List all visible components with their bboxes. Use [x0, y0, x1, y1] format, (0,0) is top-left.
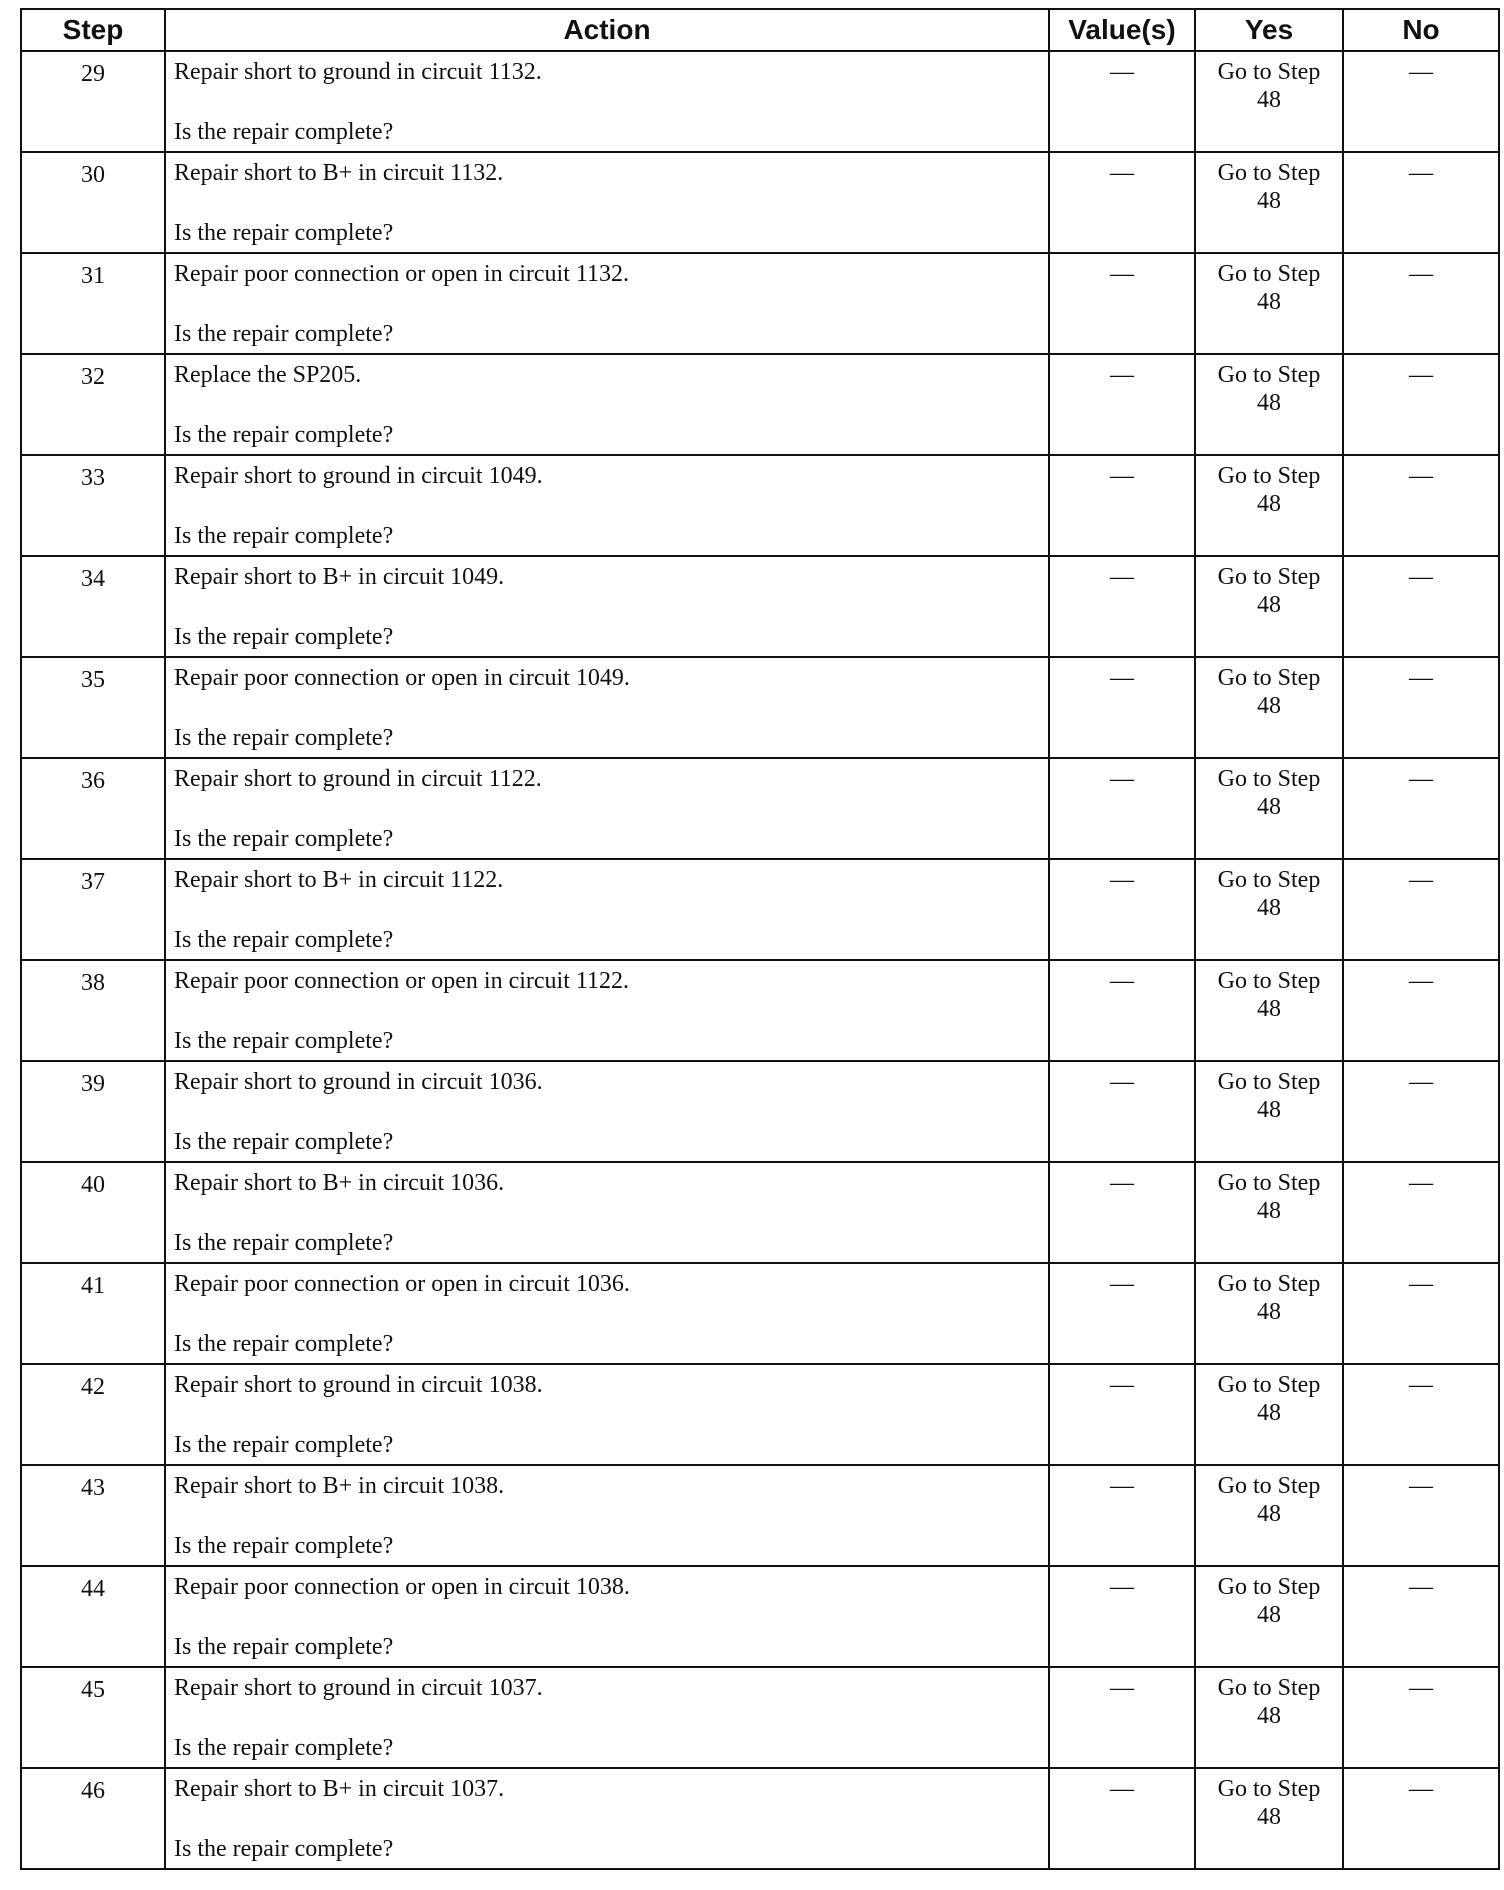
values-cell: —	[1049, 1364, 1195, 1465]
yes-cell	[1195, 1566, 1343, 1667]
yes-goto-text: Go to Step	[1217, 1069, 1321, 1095]
no-cell: —	[1343, 1667, 1499, 1768]
action-question: Is the repair complete?	[174, 1533, 394, 1559]
no-cell: —	[1343, 960, 1499, 1061]
yes-goto-step: 48	[1257, 87, 1281, 113]
no-cell: —	[1343, 1768, 1499, 1869]
action-text: Repair short to B+ in circuit 1122.	[174, 867, 504, 893]
values-cell: —	[1049, 1263, 1195, 1364]
step-number: 29	[21, 51, 165, 152]
yes-goto-text: Go to Step	[1217, 362, 1321, 388]
action-question: Is the repair complete?	[174, 624, 394, 650]
action-text: Repair short to B+ in circuit 1132.	[174, 160, 504, 186]
table-row	[21, 758, 1499, 859]
yes-goto-step: 48	[1257, 289, 1281, 315]
action-question: Is the repair complete?	[174, 523, 394, 549]
table-row	[21, 657, 1499, 758]
action-cell	[165, 960, 1049, 1061]
no-cell: —	[1343, 152, 1499, 253]
action-question: Is the repair complete?	[174, 1230, 394, 1256]
action-cell	[165, 1162, 1049, 1263]
no-cell: —	[1343, 354, 1499, 455]
action-question: Is the repair complete?	[174, 1028, 394, 1054]
table-row	[21, 455, 1499, 556]
table-row	[21, 152, 1499, 253]
action-cell	[165, 1667, 1049, 1768]
values-cell: —	[1049, 51, 1195, 152]
values-cell: —	[1049, 859, 1195, 960]
values-cell: —	[1049, 1162, 1195, 1263]
yes-goto-step: 48	[1257, 693, 1281, 719]
yes-goto-step: 48	[1257, 1501, 1281, 1527]
yes-goto-step: 48	[1257, 1097, 1281, 1123]
action-cell	[165, 253, 1049, 354]
step-number: 33	[21, 455, 165, 556]
yes-goto-text: Go to Step	[1217, 1776, 1321, 1802]
yes-cell	[1195, 1465, 1343, 1566]
header-step: Step	[21, 9, 165, 51]
yes-goto-text: Go to Step	[1217, 1271, 1321, 1297]
yes-cell	[1195, 1162, 1343, 1263]
values-cell: —	[1049, 455, 1195, 556]
action-cell	[165, 1364, 1049, 1465]
action-text: Replace the SP205.	[174, 362, 362, 388]
yes-goto-step: 48	[1257, 1198, 1281, 1224]
action-question: Is the repair complete?	[174, 927, 394, 953]
action-question: Is the repair complete?	[174, 1432, 394, 1458]
action-text: Repair poor connection or open in circuit 1038.	[174, 1574, 630, 1600]
table-header-row	[21, 9, 1499, 51]
no-cell: —	[1343, 455, 1499, 556]
yes-goto-text: Go to Step	[1217, 1372, 1321, 1398]
yes-goto-text: Go to Step	[1217, 564, 1321, 590]
yes-goto-step: 48	[1257, 1299, 1281, 1325]
action-question: Is the repair complete?	[174, 1634, 394, 1660]
no-cell: —	[1343, 1566, 1499, 1667]
yes-goto-text: Go to Step	[1217, 261, 1321, 287]
no-cell: —	[1343, 1465, 1499, 1566]
action-text: Repair short to ground in circuit 1038.	[174, 1372, 543, 1398]
yes-cell	[1195, 1667, 1343, 1768]
action-cell	[165, 152, 1049, 253]
step-number: 37	[21, 859, 165, 960]
table-row	[21, 1263, 1499, 1364]
table-row	[21, 1162, 1499, 1263]
action-question: Is the repair complete?	[174, 1735, 394, 1761]
yes-cell	[1195, 253, 1343, 354]
yes-goto-step: 48	[1257, 188, 1281, 214]
no-cell: —	[1343, 859, 1499, 960]
no-cell: —	[1343, 253, 1499, 354]
table-row	[21, 1364, 1499, 1465]
step-number: 41	[21, 1263, 165, 1364]
action-cell	[165, 1566, 1049, 1667]
action-text: Repair poor connection or open in circuit 1132.	[174, 261, 629, 287]
yes-goto-text: Go to Step	[1217, 1574, 1321, 1600]
action-question: Is the repair complete?	[174, 422, 394, 448]
yes-goto-step: 48	[1257, 1602, 1281, 1628]
yes-goto-text: Go to Step	[1217, 463, 1321, 489]
step-number: 42	[21, 1364, 165, 1465]
action-text: Repair short to ground in circuit 1036.	[174, 1069, 543, 1095]
action-cell	[165, 1061, 1049, 1162]
yes-goto-text: Go to Step	[1217, 160, 1321, 186]
yes-cell	[1195, 152, 1343, 253]
step-number: 35	[21, 657, 165, 758]
values-cell: —	[1049, 354, 1195, 455]
step-number: 45	[21, 1667, 165, 1768]
action-cell	[165, 354, 1049, 455]
action-cell	[165, 556, 1049, 657]
step-number: 38	[21, 960, 165, 1061]
step-number: 36	[21, 758, 165, 859]
table-row	[21, 51, 1499, 152]
values-cell: —	[1049, 1566, 1195, 1667]
header-action: Action	[165, 9, 1049, 51]
action-question: Is the repair complete?	[174, 321, 394, 347]
values-cell: —	[1049, 758, 1195, 859]
yes-cell	[1195, 1263, 1343, 1364]
action-cell	[165, 758, 1049, 859]
document-page	[20, 8, 1500, 1870]
yes-goto-text: Go to Step	[1217, 1473, 1321, 1499]
yes-cell	[1195, 960, 1343, 1061]
yes-goto-text: Go to Step	[1217, 766, 1321, 792]
yes-cell	[1195, 1768, 1343, 1869]
table-row	[21, 1061, 1499, 1162]
step-number: 34	[21, 556, 165, 657]
no-cell: —	[1343, 1364, 1499, 1465]
action-cell	[165, 1263, 1049, 1364]
table-row	[21, 960, 1499, 1061]
yes-cell	[1195, 1061, 1343, 1162]
step-number: 39	[21, 1061, 165, 1162]
values-cell: —	[1049, 556, 1195, 657]
table-row	[21, 354, 1499, 455]
values-cell: —	[1049, 1768, 1195, 1869]
table-row	[21, 1566, 1499, 1667]
step-number: 40	[21, 1162, 165, 1263]
yes-goto-text: Go to Step	[1217, 1170, 1321, 1196]
yes-goto-text: Go to Step	[1217, 59, 1321, 85]
values-cell: —	[1049, 1465, 1195, 1566]
action-text: Repair short to B+ in circuit 1049.	[174, 564, 505, 590]
yes-cell	[1195, 51, 1343, 152]
values-cell: —	[1049, 1061, 1195, 1162]
table-body	[21, 51, 1499, 1869]
action-cell	[165, 859, 1049, 960]
table-row	[21, 253, 1499, 354]
yes-cell	[1195, 758, 1343, 859]
action-text: Repair short to ground in circuit 1122.	[174, 766, 542, 792]
action-cell	[165, 51, 1049, 152]
diagnostic-steps-table	[20, 8, 1500, 1870]
action-text: Repair short to ground in circuit 1132.	[174, 59, 542, 85]
no-cell: —	[1343, 657, 1499, 758]
values-cell: —	[1049, 253, 1195, 354]
action-text: Repair short to B+ in circuit 1036.	[174, 1170, 505, 1196]
values-cell: —	[1049, 1667, 1195, 1768]
yes-cell	[1195, 455, 1343, 556]
yes-cell	[1195, 859, 1343, 960]
action-question: Is the repair complete?	[174, 220, 394, 246]
yes-goto-step: 48	[1257, 1703, 1281, 1729]
yes-cell	[1195, 556, 1343, 657]
action-question: Is the repair complete?	[174, 725, 394, 751]
table-row	[21, 859, 1499, 960]
values-cell: —	[1049, 960, 1195, 1061]
step-number: 32	[21, 354, 165, 455]
yes-goto-text: Go to Step	[1217, 665, 1321, 691]
action-question: Is the repair complete?	[174, 1129, 394, 1155]
yes-goto-step: 48	[1257, 491, 1281, 517]
header-no: No	[1343, 9, 1499, 51]
action-text: Repair short to ground in circuit 1049.	[174, 463, 543, 489]
step-number: 43	[21, 1465, 165, 1566]
yes-goto-step: 48	[1257, 895, 1281, 921]
no-cell: —	[1343, 1162, 1499, 1263]
no-cell: —	[1343, 1263, 1499, 1364]
yes-goto-step: 48	[1257, 390, 1281, 416]
action-cell	[165, 657, 1049, 758]
yes-cell	[1195, 354, 1343, 455]
action-question: Is the repair complete?	[174, 119, 394, 145]
yes-goto-text: Go to Step	[1217, 1675, 1321, 1701]
step-number: 46	[21, 1768, 165, 1869]
action-question: Is the repair complete?	[174, 1331, 394, 1357]
yes-goto-text: Go to Step	[1217, 867, 1321, 893]
yes-cell	[1195, 657, 1343, 758]
action-text: Repair poor connection or open in circuit 1036.	[174, 1271, 630, 1297]
header-values: Value(s)	[1049, 9, 1195, 51]
table-row	[21, 1768, 1499, 1869]
yes-goto-step: 48	[1257, 794, 1281, 820]
yes-goto-step: 48	[1257, 1400, 1281, 1426]
action-question: Is the repair complete?	[174, 1836, 394, 1862]
no-cell: —	[1343, 556, 1499, 657]
action-cell	[165, 1768, 1049, 1869]
yes-goto-step: 48	[1257, 996, 1281, 1022]
values-cell: —	[1049, 152, 1195, 253]
yes-goto-step: 48	[1257, 1804, 1281, 1830]
yes-cell	[1195, 1364, 1343, 1465]
yes-goto-text: Go to Step	[1217, 968, 1321, 994]
step-number: 31	[21, 253, 165, 354]
action-question: Is the repair complete?	[174, 826, 394, 852]
action-cell	[165, 455, 1049, 556]
yes-goto-step: 48	[1257, 592, 1281, 618]
table-row	[21, 556, 1499, 657]
step-number: 44	[21, 1566, 165, 1667]
action-text: Repair poor connection or open in circuit 1122.	[174, 968, 629, 994]
no-cell: —	[1343, 1061, 1499, 1162]
action-text: Repair poor connection or open in circuit 1049.	[174, 665, 630, 691]
step-number: 30	[21, 152, 165, 253]
table-row	[21, 1465, 1499, 1566]
table-row	[21, 1667, 1499, 1768]
action-text: Repair short to B+ in circuit 1038.	[174, 1473, 505, 1499]
values-cell: —	[1049, 657, 1195, 758]
action-cell	[165, 1465, 1049, 1566]
action-text: Repair short to ground in circuit 1037.	[174, 1675, 543, 1701]
no-cell: —	[1343, 758, 1499, 859]
no-cell: —	[1343, 51, 1499, 152]
header-yes: Yes	[1195, 9, 1343, 51]
action-text: Repair short to B+ in circuit 1037.	[174, 1776, 505, 1802]
